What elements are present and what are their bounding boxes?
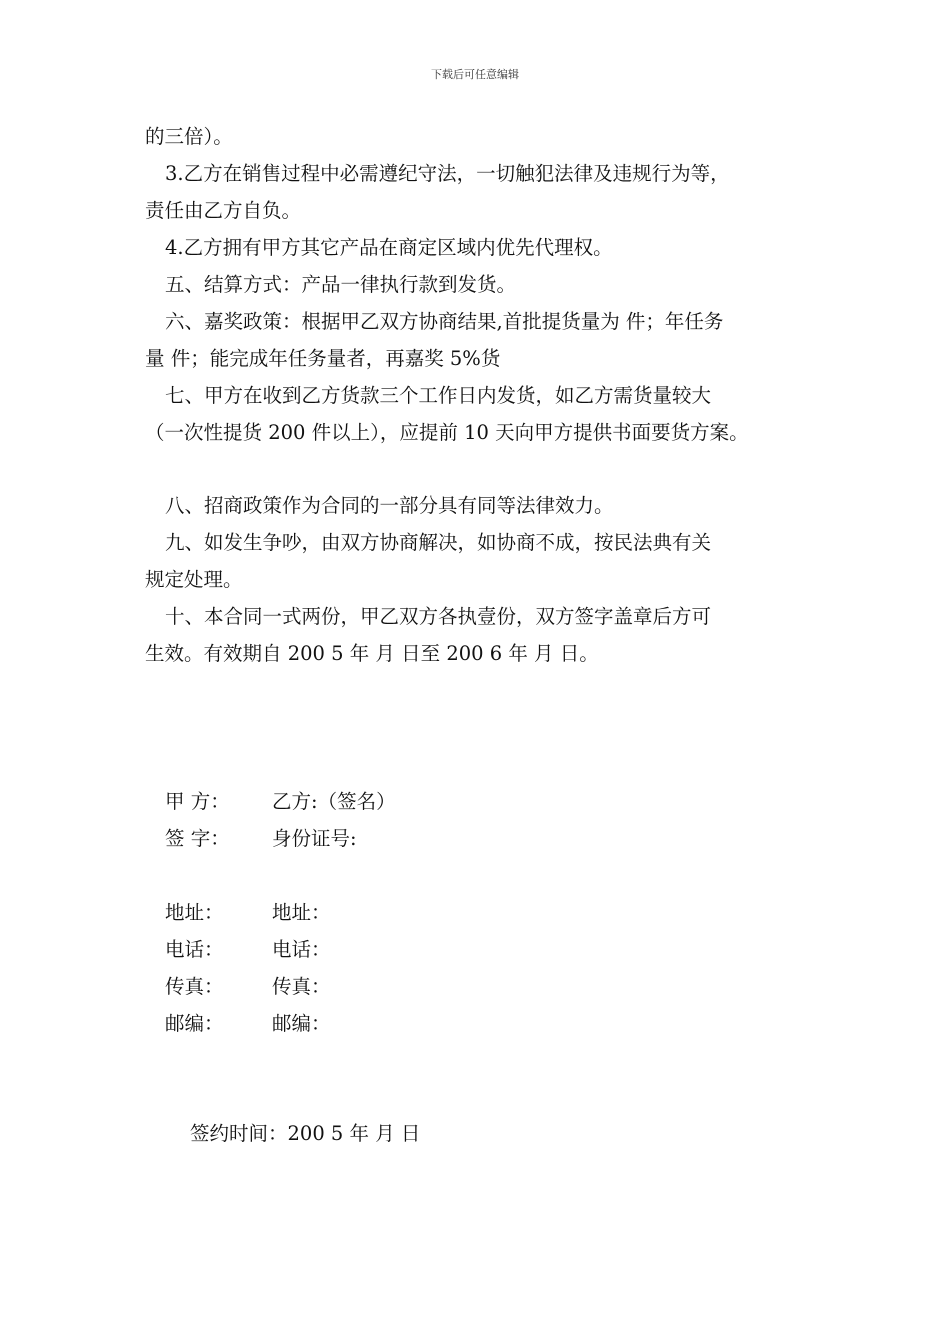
signature-row-sign — [165, 820, 396, 857]
signature-row-party — [165, 783, 396, 820]
party-b-label: 乙方:（签名） — [272, 790, 396, 813]
contract-body — [145, 118, 825, 672]
paragraph-gap — [145, 451, 825, 487]
paragraph-line: 十、本合同一式两份，甲乙双方各执壹份，双方签字盖章后方可 — [165, 605, 712, 628]
signature-row-address — [165, 894, 396, 931]
address-a-label: 地址： — [165, 901, 224, 924]
paragraph-line: 量 件；能完成年任务量者，再嘉奖 5%货 — [145, 347, 501, 370]
phone-b-label: 电话： — [272, 938, 331, 961]
paragraph-line: 八、招商政策作为合同的一部分具有同等法律效力。 — [165, 494, 614, 517]
sign-label: 签 字： — [165, 827, 230, 850]
signature-gap — [165, 857, 396, 894]
page-header: 下载后可任意编辑 — [431, 68, 519, 81]
id-number-label: 身份证号: — [272, 827, 357, 850]
paragraph-line: 责任由乙方自负。 — [145, 199, 302, 222]
paragraph-line: 五、结算方式：产品一律执行款到发货。 — [165, 273, 517, 296]
paragraph-line: 的三倍）。 — [145, 125, 233, 148]
paragraph-line: 规定处理。 — [145, 568, 243, 591]
zip-a-label: 邮编： — [165, 1012, 224, 1035]
paragraph-line: 3.乙方在销售过程中必需遵纪守法，一切触犯法律及违规行为等， — [165, 162, 730, 185]
paragraph-line: （一次性提货 200 件以上），应提前 10 天向甲方提供书面要货方案。 — [145, 421, 749, 444]
paragraph-line: 九、如发生争吵，由双方协商解决，如协商不成，按民法典有关 — [165, 531, 712, 554]
address-b-label: 地址： — [272, 901, 331, 924]
paragraph-line: 生效。有效期自 200 5 年 月 日至 200 6 年 月 日。 — [145, 642, 599, 665]
signature-row-fax — [165, 968, 396, 1005]
paragraph-line: 六、嘉奖政策：根据甲乙双方协商结果,首批提货量为 件；年任务 — [165, 310, 724, 333]
party-a-label: 甲 方： — [165, 790, 230, 813]
signature-row-zip — [165, 1005, 396, 1042]
signature-row-phone — [165, 931, 396, 968]
fax-a-label: 传真： — [165, 975, 224, 998]
paragraph-line: 4.乙方拥有甲方其它产品在商定区域内优先代理权。 — [165, 236, 613, 259]
signature-block — [165, 783, 396, 1042]
phone-a-label: 电话： — [165, 938, 224, 961]
sign-date: 签约时间：200 5 年 月 日 — [190, 1122, 421, 1145]
zip-b-label: 邮编： — [272, 1012, 331, 1035]
paragraph-line: 七、甲方在收到乙方货款三个工作日内发货，如乙方需货量较大 — [165, 384, 712, 407]
fax-b-label: 传真： — [272, 975, 331, 998]
